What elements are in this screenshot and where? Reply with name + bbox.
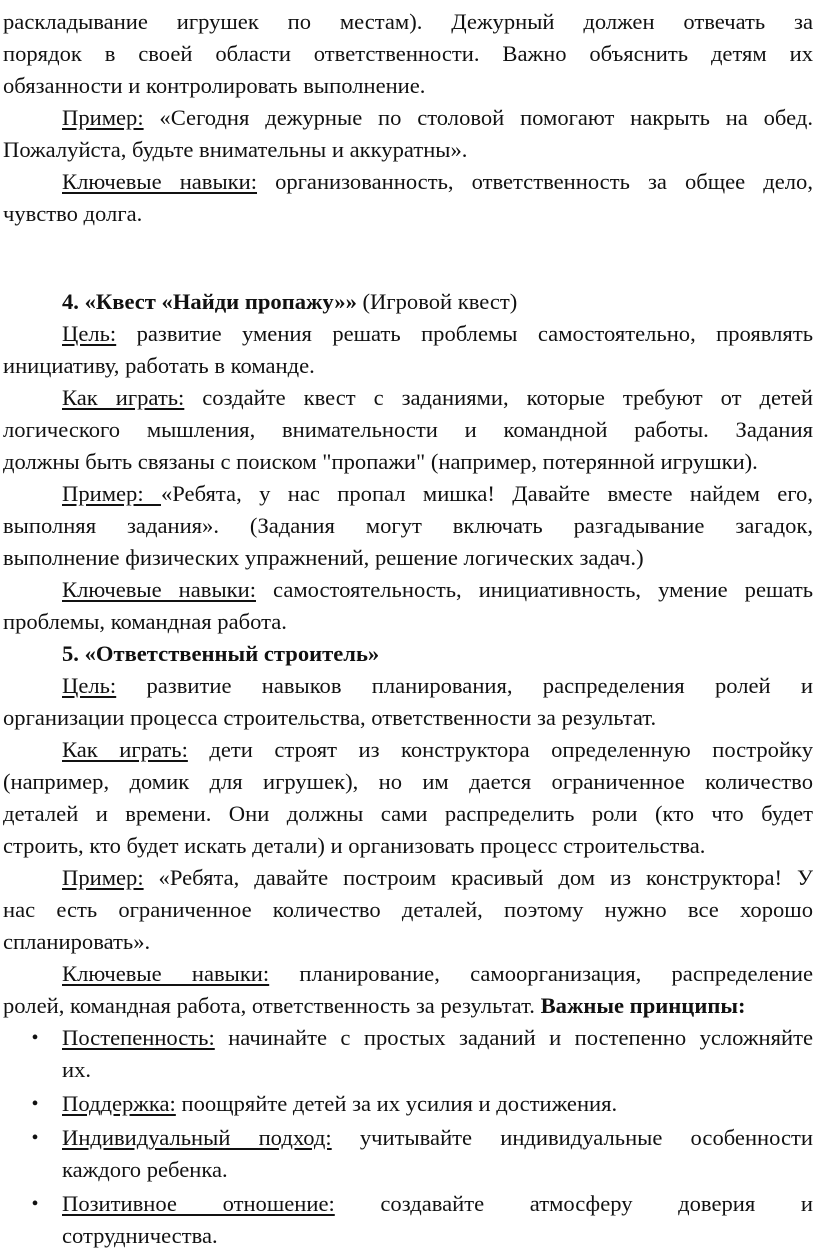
principle-label: Поддержка: (62, 1091, 176, 1116)
goal-text: развитие умения решать проблемы самостоятельно, проявлять (116, 321, 813, 346)
paragraph-line: деталей и времени. Они должны сами распределить роли (кто что будет (3, 801, 813, 826)
key-skills-label: Ключевые навыки: (62, 577, 256, 602)
goal-line (62, 318, 813, 350)
key-skills-text: ролей, командная работа, ответственность за результат. (3, 993, 541, 1018)
paragraph-line: выполняя задания». (Задания могут включать разгадывание загадок, (3, 513, 813, 538)
principle-item-cont: их. (62, 1057, 92, 1082)
key-skills-text: организованность, ответственность за общее дело, (257, 169, 814, 194)
example-text: «Ребята, у нас пропал мишка! Давайте вместе найдем его, (160, 481, 813, 506)
how-to-play-line (62, 382, 813, 414)
key-skills-label: Ключевые навыки: (62, 961, 270, 986)
example-line (62, 478, 813, 510)
principle-text: начинайте с простых заданий и постепенно усложняйте (214, 1025, 813, 1050)
paragraph-line: порядок в своей области ответственности. Важно объяснить детям их (3, 41, 813, 66)
how-to-play-line (62, 734, 813, 766)
principle-text: учитывайте индивидуальные особенности (331, 1125, 813, 1150)
paragraph-line: спланировать». (3, 929, 151, 954)
principle-item-cont: каждого ребенка. (62, 1157, 228, 1182)
key-skills-line (62, 166, 813, 198)
key-skills-text: планирование, самоорганизация, распределение (269, 961, 814, 986)
key-skills-line (62, 958, 813, 990)
paragraph-line: выполнение физических упражнений, решение логических задач.) (3, 545, 644, 570)
paragraph-line: обязанности и контролировать выполнение. (3, 73, 426, 98)
example-label: Пример: (62, 481, 161, 506)
bullet-icon: • (31, 1027, 39, 1049)
principle-item (62, 1088, 813, 1120)
paragraph-line: инициативу, работать в команде. (3, 353, 315, 378)
principle-text: поощряйте детей за их усилия и достижения. (175, 1091, 618, 1116)
paragraph-line: Пожалуйста, будьте внимательны и аккуратны». (3, 137, 468, 162)
paragraph-line: должны быть связаны с поиском "пропажи" (например, потерянной игрушки). (3, 449, 758, 474)
paragraph-line: нас есть ограниченное количество деталей, поэтому нужно все хорошо (3, 897, 813, 922)
paragraph-line (3, 990, 813, 1022)
heading-subtitle: (Игровой квест) (356, 289, 518, 314)
key-skills-text: самостоятельность, инициативность, умение решать (255, 577, 813, 602)
goal-line (62, 670, 813, 702)
example-text: «Сегодня дежурные по столовой помогают накрыть на обед. (143, 105, 813, 130)
how-to-play-text: дети строят из конструктора определенную постройку (187, 737, 813, 762)
bullet-icon: • (31, 1193, 39, 1215)
principle-item (62, 1022, 813, 1054)
example-line (62, 102, 813, 134)
heading-title: 5. «Ответственный строитель» (62, 641, 380, 666)
how-to-play-label: Как играть: (62, 737, 188, 762)
how-to-play-text: создайте квест с заданиями, которые требуют от детей (184, 385, 814, 410)
paragraph-line: проблемы, командная работа. (3, 609, 287, 634)
key-skills-label: Ключевые навыки: (62, 169, 258, 194)
example-label: Пример: (62, 105, 144, 130)
principle-item (62, 1122, 813, 1154)
principles-heading: Важные принципы: (540, 993, 746, 1018)
key-skills-line (62, 574, 813, 606)
goal-text: развитие навыков планирования, распределения ролей и (116, 673, 813, 698)
goal-label: Цель: (62, 673, 117, 698)
section-heading-4 (62, 286, 813, 318)
paragraph-line: строить, кто будет искать детали) и организовать процесс строительства. (3, 833, 706, 858)
bullet-icon: • (31, 1127, 39, 1149)
principle-label: Постепенность: (62, 1025, 215, 1050)
paragraph-line: чувство долга. (3, 201, 143, 226)
goal-label: Цель: (62, 321, 117, 346)
principle-item-cont: сотрудничества. (62, 1223, 218, 1248)
paragraph-line: (например, домик для игрушек), но им дается ограниченное количество (3, 769, 813, 794)
paragraph-line: организации процесса строительства, ответственности за результат. (3, 705, 657, 730)
example-label: Пример: (62, 865, 144, 890)
section-heading-5 (62, 638, 813, 670)
principle-label: Индивидуальный подход: (62, 1125, 332, 1150)
principle-item (62, 1188, 813, 1220)
bullet-icon: • (31, 1093, 39, 1115)
principle-label: Позитивное отношение: (62, 1191, 335, 1216)
how-to-play-label: Как играть: (62, 385, 185, 410)
example-line (62, 862, 813, 894)
heading-title: 4. «Квест «Найди пропажу»» (62, 289, 357, 314)
paragraph-line: раскладывание игрушек по местам). Дежурный должен отвечать за (3, 9, 813, 34)
principle-text: создавайте атмосферу доверия и (334, 1191, 813, 1216)
paragraph-line: логического мышления, внимательности и командной работы. Задания (3, 417, 813, 442)
example-text: «Ребята, давайте построим красивый дом из конструктора! У (143, 865, 813, 890)
